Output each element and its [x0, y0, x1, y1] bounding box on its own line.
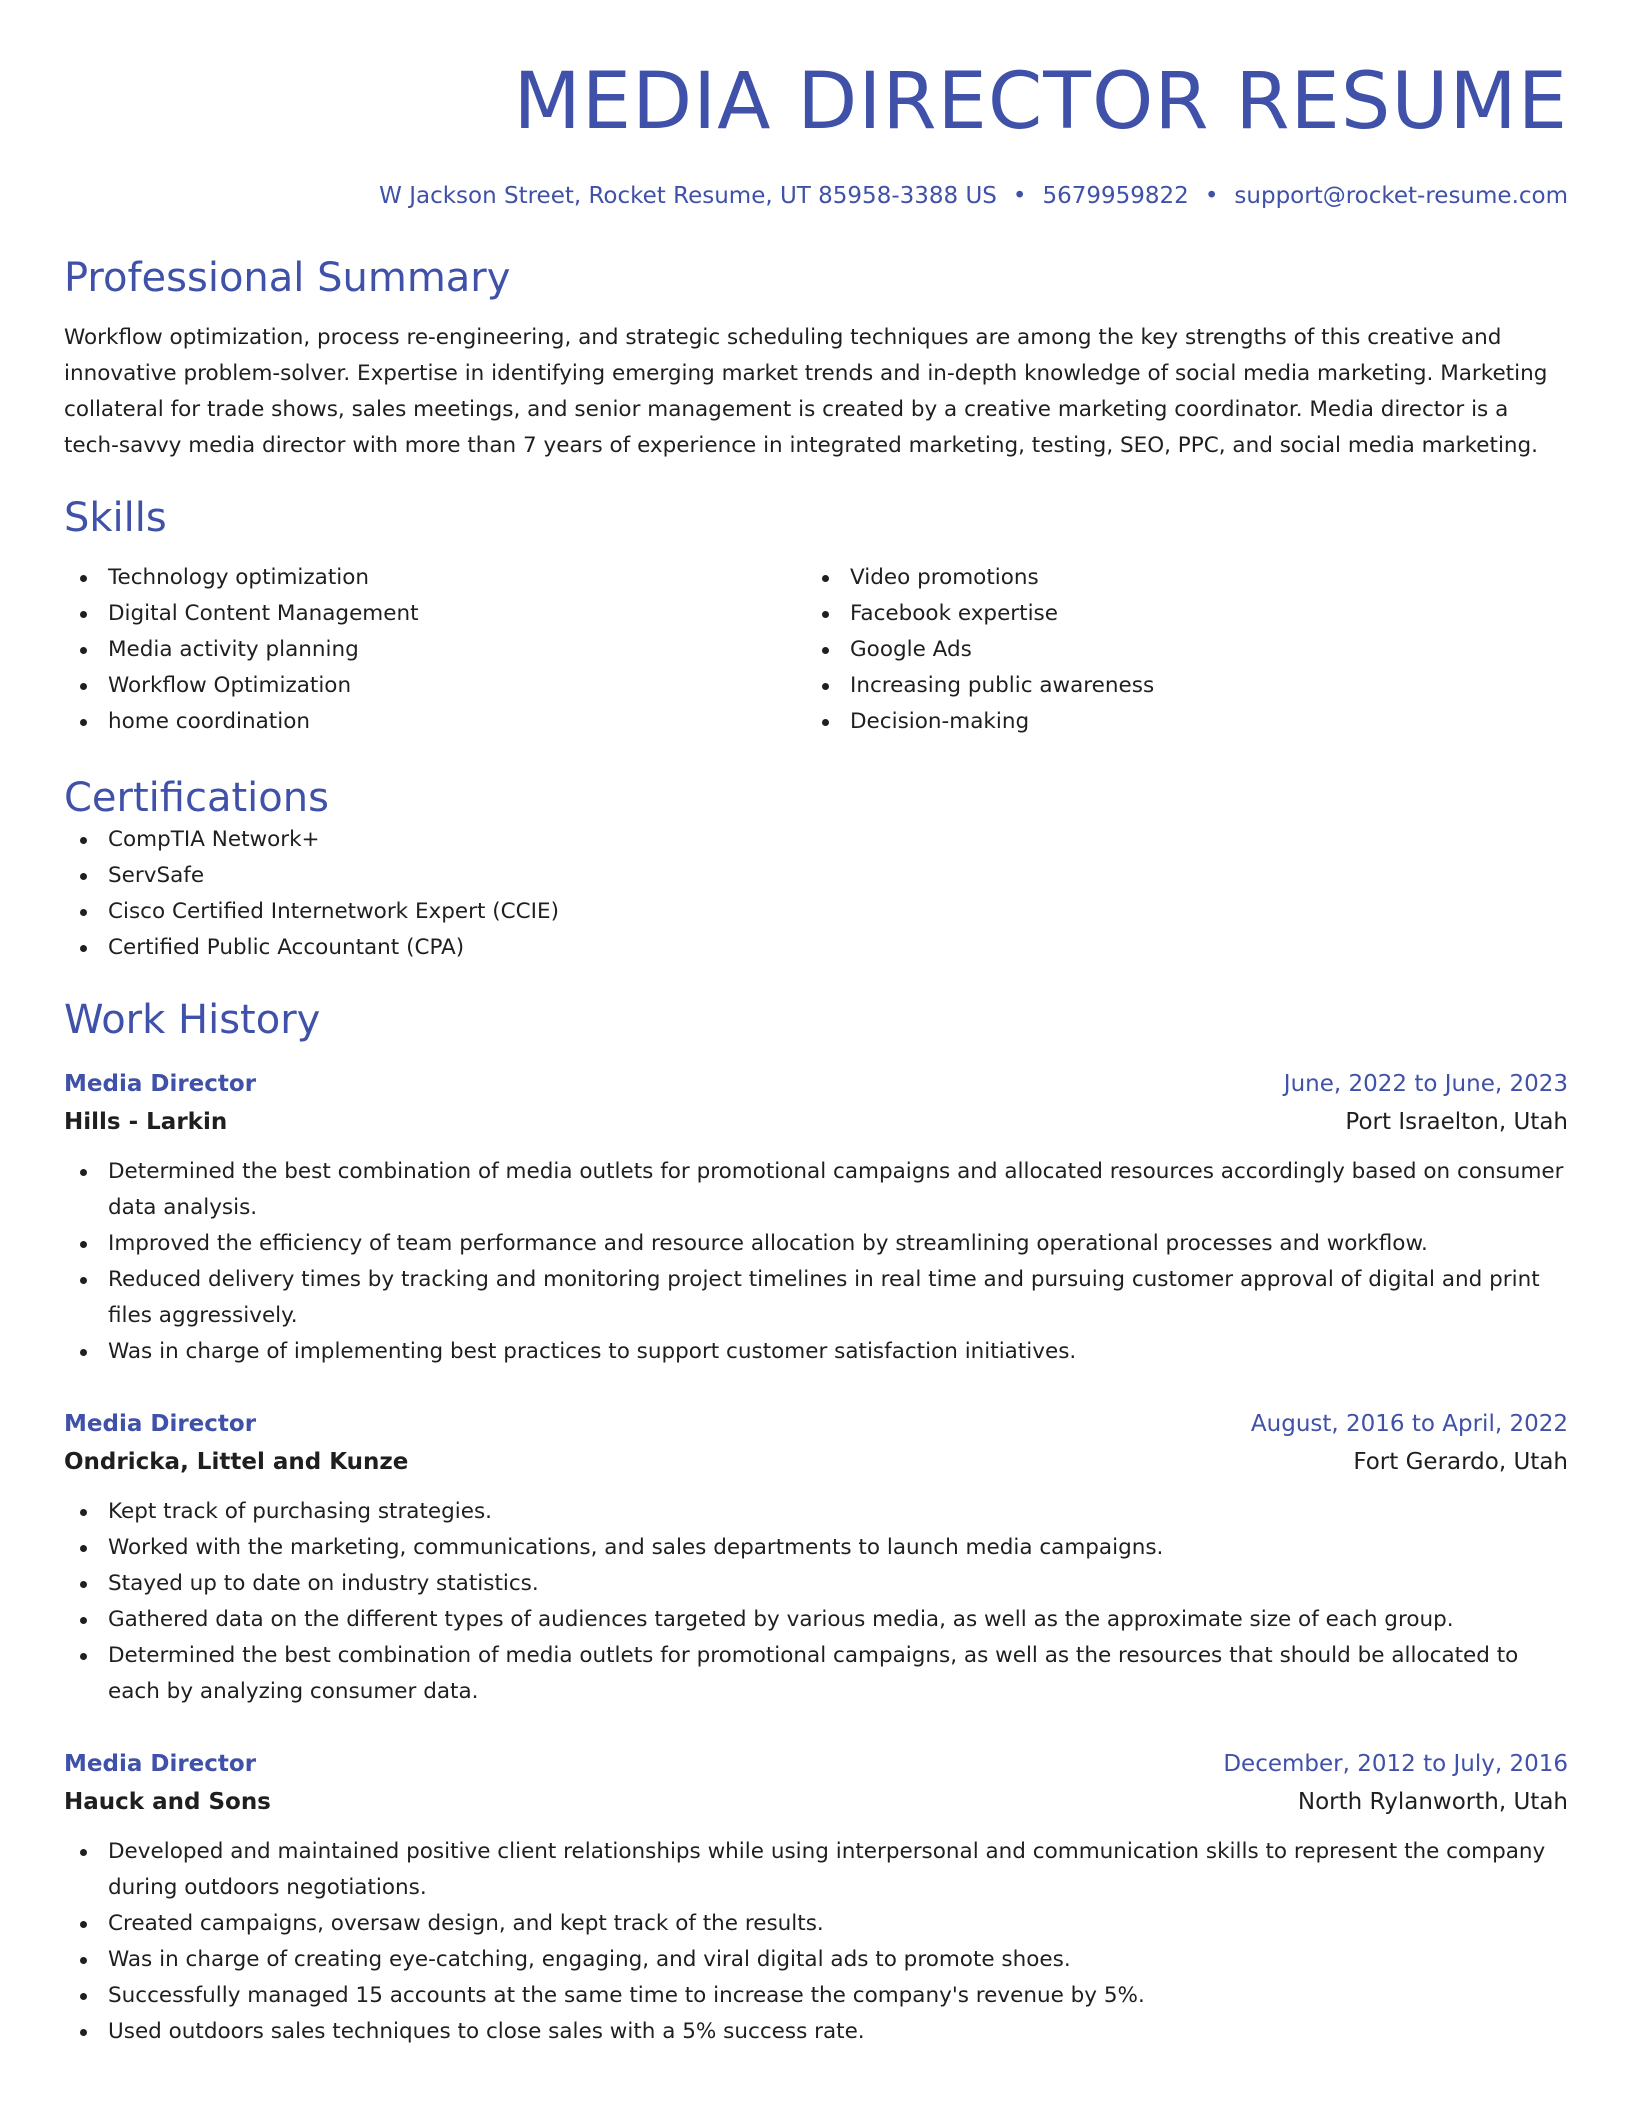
job-company-row	[64, 1102, 1568, 1142]
skills-column-left	[64, 560, 806, 740]
skills-list-right	[806, 560, 1548, 740]
skill-item: Digital Content Management	[64, 596, 806, 632]
job-bullet: Kept track of purchasing strategies.	[64, 1494, 1568, 1530]
summary-text: Workflow optimization, process re-engineering, and strategic scheduling techniques are among the key strengths of this creative and innovative problem-solver. Expertise in identifying emerging market trends and in-depth knowledge of social media marketing. Marketing collateral for trade shows, sales meetings, and senior management is created by a creative marketing coordinator. Media director is a tech-savvy media director with more than 7 years of experience in integrated marketing, testing, SEO, PPC, and social media marketing.	[64, 325, 1548, 458]
job-location: Port Israelton, Utah	[1345, 1109, 1568, 1135]
job-dates: June, 2022 to June, 2023	[1283, 1071, 1568, 1097]
job-dates: December, 2012 to July, 2016	[1223, 1751, 1568, 1777]
skills-columns	[64, 560, 1568, 740]
job-entry	[64, 1406, 1568, 1710]
certifications-list	[64, 822, 1568, 966]
skill-item: home coordination	[64, 704, 806, 740]
job-bullet: Determined the best combination of media outlets for promotional campaigns, as well as the resources that should be allocated to each by analyzing consumer data.	[64, 1638, 1568, 1710]
job-company-row	[64, 1442, 1568, 1482]
job-bullets	[64, 1494, 1568, 1710]
contact-email[interactable]: support@rocket-resume.com	[1234, 183, 1568, 209]
job-bullet: Developed and maintained positive client relationships while using interpersonal and communication skills to represent the company during outdoors negotiations.	[64, 1834, 1568, 1906]
skill-item: Video promotions	[806, 560, 1548, 596]
job-company: Hills - Larkin	[64, 1109, 228, 1135]
job-bullets	[64, 1154, 1568, 1370]
contact-line	[64, 182, 1568, 210]
skill-item: Google Ads	[806, 632, 1548, 668]
skills-column-right	[806, 560, 1548, 740]
summary-heading: Professional Summary	[64, 255, 511, 301]
job-bullet: Gathered data on the different types of audiences targeted by various media, as well as the approximate size of each group.	[64, 1602, 1568, 1638]
work-history-heading: Work History	[64, 997, 321, 1043]
job-bullet: Was in charge of implementing best practices to support customer satisfaction initiatives.	[64, 1334, 1568, 1370]
skill-item: Workflow Optimization	[64, 668, 806, 704]
job-bullet: Created campaigns, oversaw design, and kept track of the results.	[64, 1906, 1568, 1942]
job-bullet: Was in charge of creating eye-catching, engaging, and viral digital ads to promote shoes.	[64, 1942, 1568, 1978]
resume-page	[64, 0, 1568, 2050]
job-title: Media Director	[64, 1071, 257, 1097]
contact-phone[interactable]: 5679959822	[1042, 183, 1189, 209]
job-bullet: Improved the efficiency of team performance and resource allocation by streamlining operational processes and workflow.	[64, 1226, 1568, 1262]
skills-list-left	[64, 560, 806, 740]
job-title-row	[64, 1746, 1568, 1782]
job-bullet: Determined the best combination of media outlets for promotional campaigns and allocated resources accordingly based on consumer data analysis.	[64, 1154, 1568, 1226]
certification-item: ServSafe	[64, 858, 1568, 894]
certification-item: Certified Public Accountant (CPA)	[64, 930, 1568, 966]
job-dates: August, 2016 to April, 2022	[1250, 1411, 1568, 1437]
skill-item: Decision-making	[806, 704, 1548, 740]
job-company: Ondricka, Littel and Kunze	[64, 1449, 409, 1475]
certification-item: CompTIA Network+	[64, 822, 1568, 858]
job-entry	[64, 1066, 1568, 1370]
skill-item: Facebook expertise	[806, 596, 1548, 632]
certification-item: Cisco Certified Internetwork Expert (CCIE)	[64, 894, 1568, 930]
job-bullet: Reduced delivery times by tracking and monitoring project timelines in real time and pursuing customer approval of digital and print files aggressively.	[64, 1262, 1568, 1334]
job-bullet: Successfully managed 15 accounts at the same time to increase the company's revenue by 5%.	[64, 1978, 1568, 2014]
job-bullet: Worked with the marketing, communications, and sales departments to launch media campaigns.	[64, 1530, 1568, 1566]
skill-item: Technology optimization	[64, 560, 806, 596]
skill-item: Increasing public awareness	[806, 668, 1548, 704]
job-location: Fort Gerardo, Utah	[1353, 1449, 1568, 1475]
contact-separator: •	[1204, 183, 1219, 209]
contact-address: W Jackson Street, Rocket Resume, UT 85958-3388 US	[379, 183, 997, 209]
job-title-row	[64, 1406, 1568, 1442]
resume-title: MEDIA DIRECTOR RESUME	[513, 57, 1568, 147]
job-bullet: Stayed up to date on industry statistics.	[64, 1566, 1568, 1602]
job-bullets	[64, 1834, 1568, 2050]
job-company: Hauck and Sons	[64, 1789, 271, 1815]
certifications-heading: Certifications	[64, 775, 329, 821]
job-entry	[64, 1746, 1568, 2050]
job-bullet: Used outdoors sales techniques to close sales with a 5% success rate.	[64, 2014, 1568, 2050]
contact-separator: •	[1012, 183, 1027, 209]
job-title: Media Director	[64, 1411, 257, 1437]
skills-heading: Skills	[64, 495, 167, 541]
job-location: North Rylanworth, Utah	[1297, 1789, 1568, 1815]
job-title: Media Director	[64, 1751, 257, 1777]
job-title-row	[64, 1066, 1568, 1102]
job-company-row	[64, 1782, 1568, 1822]
skill-item: Media activity planning	[64, 632, 806, 668]
